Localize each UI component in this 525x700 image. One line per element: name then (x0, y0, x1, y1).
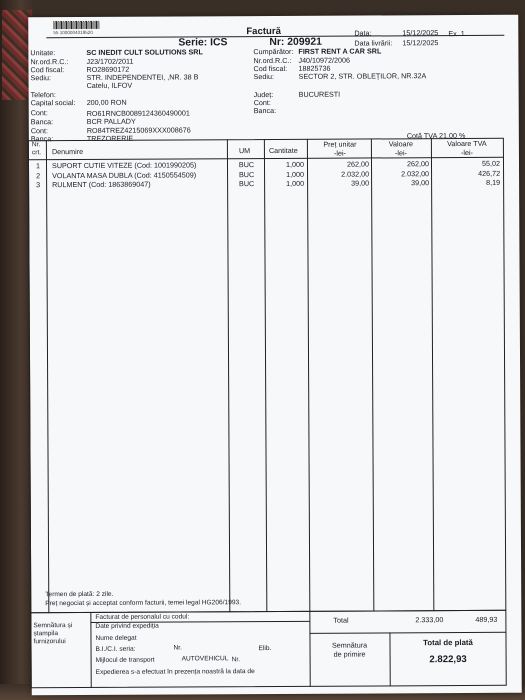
vat-rate: Cotă TVA 21,00 % (406, 131, 466, 141)
buyer-bank-label: Banca: (253, 105, 277, 116)
supplier-bank2: TREZORERIE (86, 133, 134, 143)
supplier-phone-label: Telefon: (30, 90, 56, 100)
total-vat-value: 489,93 (475, 614, 498, 624)
supplier-address-line2: Catelu, ILFOV (86, 80, 133, 90)
cell-nr: 1 (35, 161, 41, 171)
cell-vat: 55,02 (481, 158, 501, 168)
invoice-series: Serie: ICS (178, 37, 228, 49)
supplier-bank2-label: Banca: (30, 134, 54, 144)
supplier-capital-label: Capital social: (30, 98, 76, 108)
delegate-name-label: Nume delegat (95, 634, 137, 642)
transport-value: AUTOVEHICUL (181, 655, 229, 663)
cell-vat: 426,72 (478, 168, 501, 178)
total-value: 2.333,00 (415, 615, 444, 625)
cell-den: RULMENT (Cod: 1863869047) (52, 179, 151, 190)
supplier-regno-label: Nr.ord.R.C.: (30, 57, 69, 67)
supplier-account1-label: Cont: (30, 108, 48, 118)
supplier-regno: J23/1702/2011 (86, 56, 134, 66)
supplier-name: SC INEDIT CULT SOLUTIONS SRL (86, 47, 203, 57)
col-header-value: Valoare (388, 139, 414, 149)
cell-qty: 1,000 (285, 159, 305, 169)
id-series-label: B.I./C.I. seria: (95, 645, 136, 653)
supplier-fiscal-code: RO28690172 (86, 64, 130, 74)
shipment-statement: Expedierea s-a efectuat în prezența noastră la data de (95, 668, 255, 676)
supplier-signature-label: Semnătura și (33, 622, 73, 630)
supplier-signature-label3: furnizorului (33, 638, 66, 646)
supplier-unit-label: Unitate: (30, 48, 56, 58)
buyer-county: BUCURESTI (298, 89, 341, 99)
buyer-regno-label: Nr.ord.R.C.: (253, 55, 292, 66)
supplier-address-label: Sediu: (30, 73, 51, 83)
grand-total-label: Total de plată (423, 637, 473, 648)
supplier-account2-label: Cont: (30, 126, 49, 136)
col-header-price: Preț unitar (323, 139, 357, 149)
cell-price: 2.032,00 (341, 169, 370, 179)
document-title: Factură (246, 25, 281, 38)
barcode-text: 55 1000004019520 (53, 29, 93, 36)
cell-den: SUPORT CUTIE VITEZE (Cod: 1001990205) (51, 160, 197, 171)
cell-um: BUC (238, 169, 255, 179)
cell-vat: 8,19 (486, 177, 501, 187)
barcode-image (53, 21, 99, 29)
invoice-paper (28, 15, 522, 696)
col-header-um: UM (238, 146, 251, 156)
date-value: 15/12/2025 (402, 28, 439, 38)
cell-nr: 3 (36, 180, 41, 190)
buyer-label: Cumpărător: (253, 46, 294, 57)
copy-number: Ex. 1 (448, 29, 465, 39)
receipt-signature-label: Semnătura (331, 640, 368, 650)
buyer-address-label: Sediu: (253, 72, 274, 82)
col-header-value-unit: -lei- (394, 148, 407, 158)
col-header-price-unit: -lei- (333, 148, 346, 158)
cell-um: BUC (238, 160, 255, 170)
supplier-fiscal-label: Cod fiscal: (30, 65, 65, 75)
items-table (28, 138, 506, 613)
supplier-account1: RO61RNCB0089124360490001 (86, 108, 190, 118)
supplier-signature-label2: ștampila (33, 630, 59, 638)
cell-price: 39,00 (351, 178, 370, 188)
cell-val: 2.032,00 (401, 168, 430, 178)
id-number-label: Nr. (173, 644, 182, 652)
invoiced-by: Facturat de personalul cu codul: (95, 613, 190, 621)
cell-price: 262,00 (346, 159, 370, 169)
date-label: Data: (354, 28, 372, 38)
total-label: Total (333, 615, 349, 625)
delivery-date-value: 15/12/2025 (402, 38, 439, 48)
payment-term: Termen de plată: 2 zile. (45, 590, 114, 599)
transport-label: Mijlocul de transport (95, 656, 155, 664)
col-header-vat: Valoare TVA (447, 138, 487, 149)
col-header-name: Denumire (51, 147, 84, 157)
buyer-fiscal-label: Cod fiscal: (253, 63, 288, 74)
transport-number-label: Nr. (231, 656, 241, 664)
cell-val: 262,00 (406, 159, 430, 169)
price-note: Preț negociat și acceptat conform facturii, temei legal HG206/1993. (45, 599, 242, 608)
id-issued-label: Elib. (258, 645, 272, 653)
cell-qty: 1,000 (286, 169, 305, 179)
receipt-signature-label2: de primire (333, 649, 366, 659)
buyer-regno: J40/10972/2006 (298, 55, 351, 65)
col-header-nr: Nr. (31, 141, 41, 149)
supplier-bank1-label: Banca: (30, 117, 54, 127)
col-header-qty: Cantitate (268, 145, 298, 156)
supplier-bank1: BCR PALLADY (86, 116, 136, 126)
cell-um: BUC (238, 179, 255, 189)
invoice-number: Nr: 209921 (269, 36, 322, 49)
supplier-capital: 200,00 RON (86, 97, 127, 107)
buyer-address: SECTOR 2, STR. OBLEȚILOR, NR.32A (298, 71, 427, 81)
grand-total-value: 2.822,93 (429, 654, 467, 666)
shipping-info-label: Date privind expediția (95, 622, 159, 630)
supplier-account2: RO84TREZ4215069XXX008676 (86, 125, 191, 135)
col-header-crt: crt. (31, 149, 42, 157)
cell-den: VOLANTA MASA DUBLA (Cod: 4150554509) (52, 169, 197, 180)
buyer-fiscal-code: 18825736 (298, 63, 331, 73)
buyer-county-label: Județ: (253, 90, 274, 100)
supplier-address: STR. INDEPENDENTEI, ,NR. 38 B (86, 72, 199, 82)
delivery-date-label: Data livrării: (354, 38, 393, 48)
buyer-account-label: Cont: (253, 98, 271, 108)
cell-val: 39,00 (411, 178, 430, 188)
cell-qty: 1,000 (286, 178, 305, 188)
col-header-vat-unit: -lei- (460, 147, 473, 158)
cell-nr: 2 (36, 170, 41, 180)
buyer-name: FIRST RENT A CAR SRL (298, 46, 382, 56)
